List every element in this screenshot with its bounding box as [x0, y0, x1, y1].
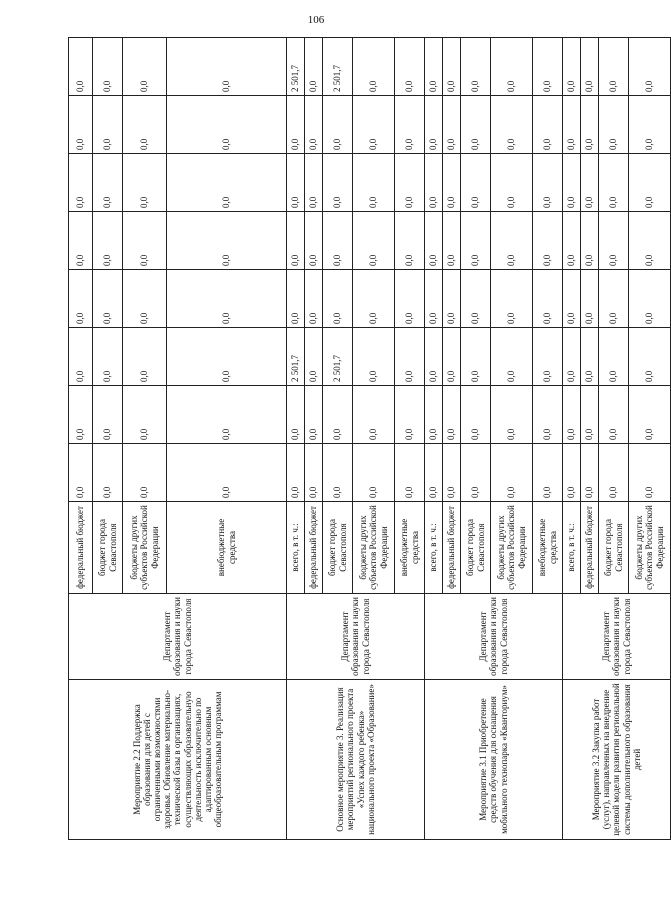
value-cell: 0,0: [167, 444, 287, 502]
value-cell: 0,0: [167, 38, 287, 96]
event-name-cell: Мероприятие 3.1 Приобретение средств обучения для оснащения мобильного технопарка «Кванториум»: [425, 680, 563, 840]
executor-cell: Департамент образования и науки города Севастополя: [425, 594, 563, 680]
value-cell: 0,0: [425, 154, 443, 212]
budget-source-cell: бюджет города Севастополя: [93, 502, 123, 594]
value-cell: 0,0: [123, 154, 167, 212]
value-cell: 0,0: [563, 154, 581, 212]
value-cell: 0,0: [395, 328, 425, 386]
value-cell: 0,0: [69, 212, 93, 270]
value-cell: 0,0: [425, 270, 443, 328]
value-cell: 0,0: [425, 444, 443, 502]
budget-source-cell: внебюджетные средства: [395, 502, 425, 594]
value-cell: 0,0: [123, 328, 167, 386]
table-row: [425, 38, 443, 840]
value-cell: 0,0: [323, 444, 353, 502]
value-cell: 0,0: [123, 96, 167, 154]
value-cell: 0,0: [491, 38, 533, 96]
value-cell: 0,0: [353, 38, 395, 96]
value-cell: 0,0: [461, 386, 491, 444]
value-cell: 0,0: [425, 96, 443, 154]
value-cell: 0,0: [93, 212, 123, 270]
value-cell: 0,0: [353, 154, 395, 212]
value-cell: 0,0: [123, 270, 167, 328]
value-cell: 0,0: [353, 96, 395, 154]
value-cell: 0,0: [563, 328, 581, 386]
value-cell: 0,0: [443, 38, 461, 96]
value-cell: 0,0: [581, 386, 599, 444]
value-cell: 0,0: [93, 444, 123, 502]
value-cell: 0,0: [491, 96, 533, 154]
value-cell: 0,0: [563, 386, 581, 444]
executor-cell: Департамент образования и науки города Севастополя: [287, 594, 425, 680]
rotated-table-frame: [68, 38, 665, 840]
value-cell: 0,0: [353, 212, 395, 270]
value-cell: 0,0: [305, 212, 323, 270]
value-cell: 0,0: [563, 96, 581, 154]
value-cell: 0,0: [581, 444, 599, 502]
value-cell: 0,0: [629, 328, 671, 386]
value-cell: 0,0: [461, 154, 491, 212]
value-cell: 0,0: [69, 270, 93, 328]
value-cell: 0,0: [533, 270, 563, 328]
value-cell: 0,0: [123, 444, 167, 502]
value-cell: 0,0: [629, 212, 671, 270]
executor-cell: Департамент образования и науки города Севастополя: [69, 594, 287, 680]
value-cell: 0,0: [167, 386, 287, 444]
budget-source-cell: бюджеты других субъектов Российской Федерации: [123, 502, 167, 594]
value-cell: 0,0: [491, 386, 533, 444]
value-cell: 0,0: [629, 386, 671, 444]
value-cell: 0,0: [581, 328, 599, 386]
value-cell: 0,0: [93, 154, 123, 212]
value-cell: 0,0: [461, 270, 491, 328]
value-cell: 0,0: [533, 154, 563, 212]
value-cell: 0,0: [563, 270, 581, 328]
value-cell: 0,0: [581, 96, 599, 154]
value-cell: 0,0: [287, 96, 305, 154]
value-cell: 0,0: [629, 270, 671, 328]
value-cell: 0,0: [443, 154, 461, 212]
value-cell: 0,0: [93, 38, 123, 96]
value-cell: 0,0: [581, 38, 599, 96]
value-cell: 0,0: [599, 38, 629, 96]
value-cell: 0,0: [599, 270, 629, 328]
budget-source-cell: бюджеты других субъектов Российской Федерации: [353, 502, 395, 594]
value-cell: 0,0: [629, 96, 671, 154]
value-cell: 0,0: [533, 444, 563, 502]
event-name-cell: Основное мероприятие 3. Реализация мероприятий регионального проекта «Успех каждого ребенка» национального проекта «Образование»: [287, 680, 425, 840]
budget-source-cell: всего, в т. ч.:: [425, 502, 443, 594]
value-cell: 0,0: [287, 444, 305, 502]
value-cell: 0,0: [69, 96, 93, 154]
value-cell: 0,0: [395, 96, 425, 154]
value-cell: 2 501,7: [323, 328, 353, 386]
value-cell: 0,0: [395, 212, 425, 270]
value-cell: 0,0: [305, 328, 323, 386]
value-cell: 0,0: [563, 212, 581, 270]
value-cell: 0,0: [353, 270, 395, 328]
value-cell: 0,0: [353, 328, 395, 386]
budget-source-cell: федеральный бюджет: [69, 502, 93, 594]
value-cell: 0,0: [425, 328, 443, 386]
value-cell: 0,0: [599, 386, 629, 444]
value-cell: 0,0: [563, 38, 581, 96]
value-cell: 0,0: [167, 328, 287, 386]
value-cell: 0,0: [443, 328, 461, 386]
value-cell: 0,0: [323, 270, 353, 328]
budget-source-cell: всего, в т. ч.:: [287, 502, 305, 594]
budget-source-cell: бюджет города Севастополя: [461, 502, 491, 594]
table-row: [287, 38, 305, 840]
event-name-cell: Мероприятие 2.2 Поддержка образования для детей с ограниченными возможностями здоровья. Обновление материально-технической базы в организациях, осуществляющих образовательную деятельность исключительно по адаптированным основным общеобразовательным программам: [69, 680, 287, 840]
value-cell: 0,0: [69, 328, 93, 386]
value-cell: 0,0: [491, 154, 533, 212]
value-cell: 0,0: [353, 386, 395, 444]
budget-source-cell: внебюджетные средства: [167, 502, 287, 594]
value-cell: 0,0: [425, 38, 443, 96]
value-cell: 0,0: [93, 386, 123, 444]
value-cell: 0,0: [395, 38, 425, 96]
value-cell: 0,0: [443, 270, 461, 328]
value-cell: 0,0: [305, 38, 323, 96]
table-row: [69, 38, 93, 840]
value-cell: 0,0: [167, 212, 287, 270]
value-cell: 0,0: [443, 386, 461, 444]
value-cell: 0,0: [323, 96, 353, 154]
value-cell: 0,0: [443, 96, 461, 154]
value-cell: 0,0: [461, 38, 491, 96]
budget-source-cell: бюджеты других субъектов Российской Федерации: [491, 502, 533, 594]
value-cell: 0,0: [461, 328, 491, 386]
table-row: [563, 38, 581, 840]
value-cell: 0,0: [305, 270, 323, 328]
value-cell: 0,0: [323, 386, 353, 444]
budget-source-cell: всего, в т. ч.:: [563, 502, 581, 594]
value-cell: 0,0: [443, 444, 461, 502]
value-cell: 0,0: [167, 154, 287, 212]
value-cell: 2 501,7: [287, 328, 305, 386]
page-number: 106: [307, 14, 325, 26]
value-cell: 0,0: [353, 444, 395, 502]
value-cell: 0,0: [461, 212, 491, 270]
value-cell: 0,0: [69, 154, 93, 212]
value-cell: 0,0: [533, 38, 563, 96]
value-cell: 0,0: [305, 386, 323, 444]
value-cell: 0,0: [69, 444, 93, 502]
value-cell: 0,0: [123, 212, 167, 270]
budget-source-cell: федеральный бюджет: [305, 502, 323, 594]
value-cell: 0,0: [533, 212, 563, 270]
value-cell: 2 501,7: [323, 38, 353, 96]
value-cell: 0,0: [167, 96, 287, 154]
value-cell: 0,0: [629, 38, 671, 96]
value-cell: 0,0: [563, 444, 581, 502]
value-cell: 0,0: [287, 154, 305, 212]
value-cell: 0,0: [629, 154, 671, 212]
value-cell: 0,0: [395, 386, 425, 444]
budget-source-cell: федеральный бюджет: [443, 502, 461, 594]
value-cell: 0,0: [93, 96, 123, 154]
value-cell: 0,0: [629, 444, 671, 502]
value-cell: 0,0: [599, 328, 629, 386]
value-cell: 0,0: [533, 328, 563, 386]
event-name-cell: Мероприятие 3.2 Закупка работ (услуг), направленных на внедрение целевой модели развития региональной системы дополнительного образования детей: [563, 680, 671, 840]
value-cell: 0,0: [69, 38, 93, 96]
value-cell: 0,0: [167, 270, 287, 328]
value-cell: 0,0: [305, 154, 323, 212]
value-cell: 0,0: [491, 270, 533, 328]
value-cell: 0,0: [581, 212, 599, 270]
value-cell: 0,0: [323, 212, 353, 270]
value-cell: 0,0: [287, 270, 305, 328]
value-cell: 0,0: [533, 96, 563, 154]
budget-table: [68, 37, 671, 840]
value-cell: 0,0: [581, 154, 599, 212]
value-cell: 0,0: [599, 96, 629, 154]
value-cell: 0,0: [123, 38, 167, 96]
value-cell: 0,0: [287, 212, 305, 270]
value-cell: 0,0: [287, 386, 305, 444]
value-cell: 0,0: [581, 270, 599, 328]
value-cell: 0,0: [491, 328, 533, 386]
value-cell: 0,0: [533, 386, 563, 444]
value-cell: 0,0: [69, 386, 93, 444]
value-cell: 0,0: [123, 386, 167, 444]
budget-source-cell: бюджет города Севастополя: [323, 502, 353, 594]
value-cell: 0,0: [461, 444, 491, 502]
value-cell: 0,0: [461, 96, 491, 154]
value-cell: 0,0: [395, 444, 425, 502]
value-cell: 0,0: [93, 328, 123, 386]
value-cell: 0,0: [305, 444, 323, 502]
value-cell: 0,0: [443, 212, 461, 270]
budget-source-cell: федеральный бюджет: [581, 502, 599, 594]
value-cell: 0,0: [305, 96, 323, 154]
value-cell: 0,0: [93, 270, 123, 328]
value-cell: 0,0: [425, 212, 443, 270]
value-cell: 0,0: [599, 444, 629, 502]
value-cell: 2 501,7: [287, 38, 305, 96]
value-cell: 0,0: [599, 154, 629, 212]
budget-source-cell: бюджеты других субъектов Российской Федерации: [629, 502, 671, 594]
value-cell: 0,0: [395, 270, 425, 328]
value-cell: 0,0: [491, 444, 533, 502]
executor-cell: Департамент образования и науки города Севастополя: [563, 594, 671, 680]
budget-source-cell: бюджет города Севастополя: [599, 502, 629, 594]
value-cell: 0,0: [323, 154, 353, 212]
budget-source-cell: внебюджетные средства: [533, 502, 563, 594]
value-cell: 0,0: [599, 212, 629, 270]
value-cell: 0,0: [425, 386, 443, 444]
value-cell: 0,0: [395, 154, 425, 212]
value-cell: 0,0: [491, 212, 533, 270]
